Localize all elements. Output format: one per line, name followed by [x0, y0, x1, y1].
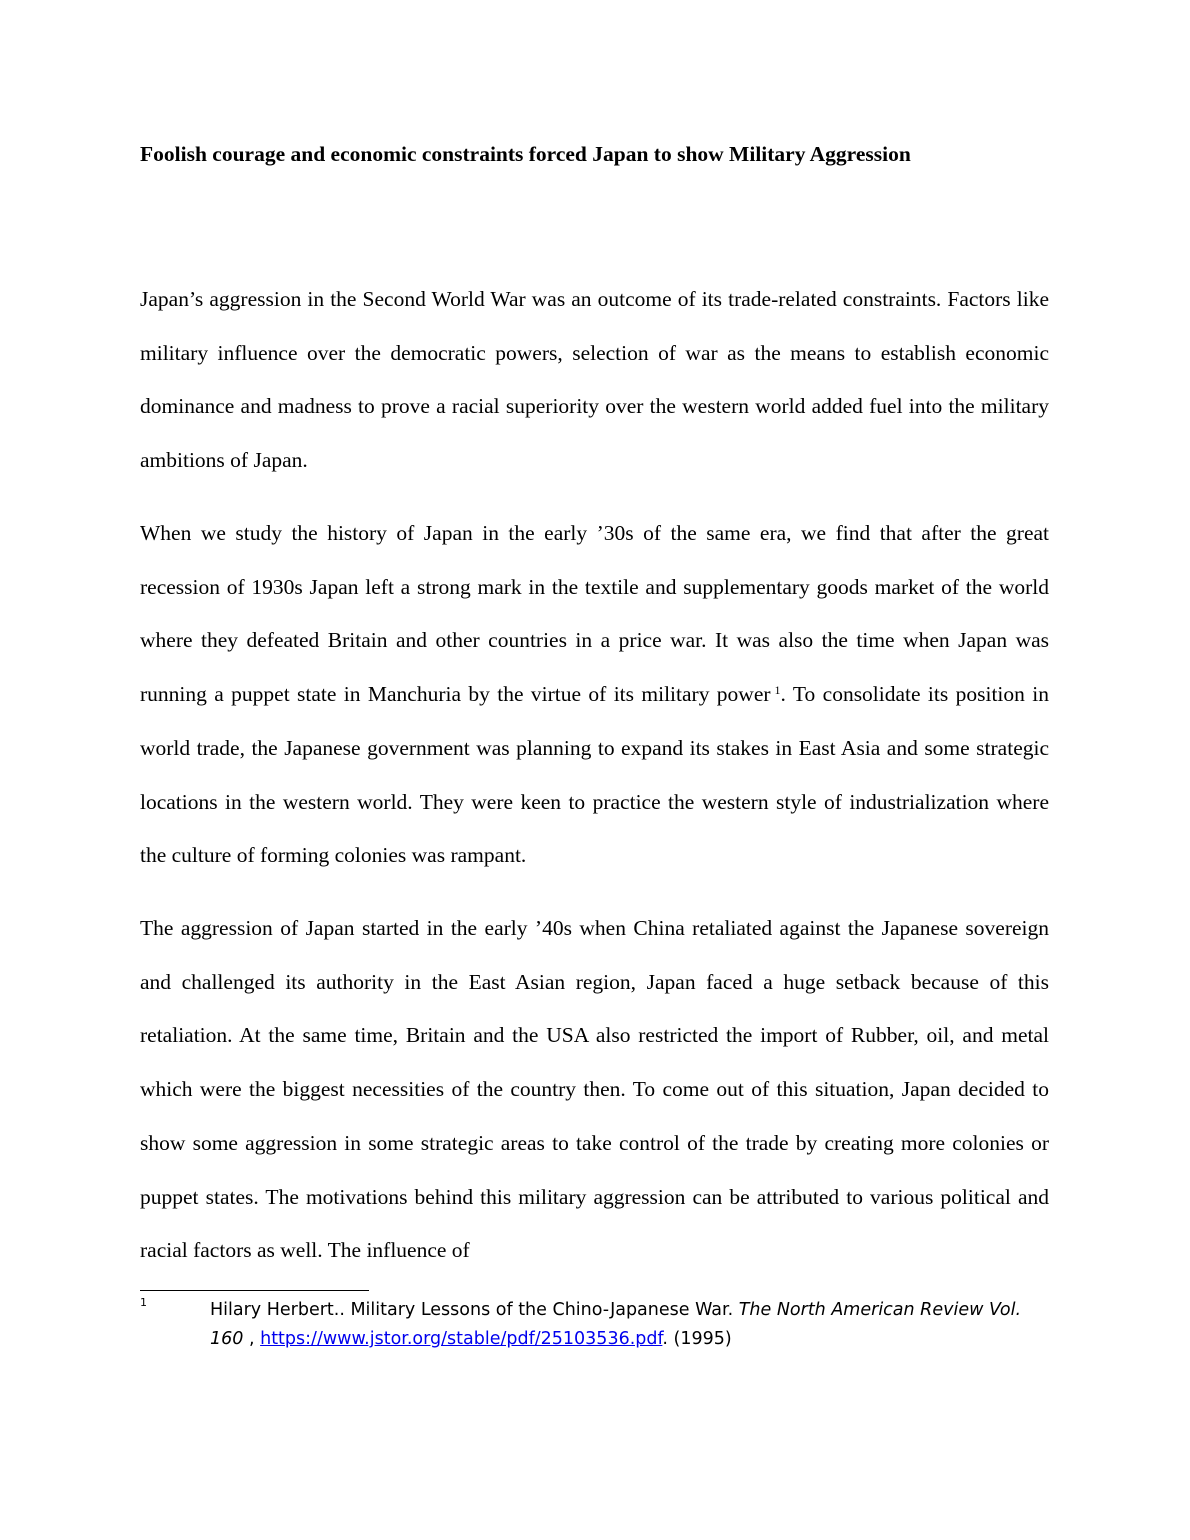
footnote-separator-text: , [243, 1329, 261, 1349]
footnote-journal: The North American Review Vol. 160 [210, 1300, 1022, 1349]
footnote-text [210, 1296, 1050, 1354]
paragraph-2-text-a: When we study the history of Japan in the early ’30s of the same era, we find that after the great recession of 1930s Japan left a strong mark in the textile and supplementary goods market of the world where they defeated Britain and other countries in a price war. It was also the time when Japan was running a puppet state in Manchuria by the virtue of its military power [140, 521, 1049, 707]
footnote-link[interactable]: https://www.jstor.org/stable/pdf/25103536.pdf [260, 1329, 663, 1349]
footnote-number: 1 [140, 1296, 147, 1309]
paragraph-2-text-b: . To consolidate its position in world trade, the Japanese government was planning to expand its stakes in East Asia and some strategic locations in the western world. They were keen to practice the western style of industrialization where the culture of forming colonies was rampant. [140, 682, 1049, 868]
footnote-year: . (1995) [662, 1329, 732, 1349]
footnote-citation: Hilary Herbert.. Military Lessons of the Chino-Japanese War. [210, 1300, 739, 1320]
paragraph-2 [140, 507, 1049, 883]
footnote-reference[interactable]: 1 [774, 683, 781, 698]
paragraph-3: The aggression of Japan started in the early ’40s when China retaliated against the Japanese sovereign and challenged its authority in the East Asian region, Japan faced a huge setback because of this retaliation. At the same time, Britain and the USA also restricted the import of Rubber, oil, and metal which were the biggest necessities of the country then. To come out of this situation, Japan decided to show some aggression in some strategic areas to take control of the trade by creating more colonies or puppet states. The motivations behind this military aggression can be attributed to various political and racial factors as well. The influence of [140, 916, 1049, 1263]
document-title: Foolish courage and economic constraints forced Japan to show Military Aggression [140, 142, 911, 166]
footnote-separator [140, 1290, 369, 1291]
paragraph-1: Japan’s aggression in the Second World War was an outcome of its trade-related constraints. Factors like military influence over the democratic powers, selection of war as the means to establish economic dominance and madness to prove a racial superiority over the western world added fuel into the military ambitions of Japan. [140, 287, 1049, 473]
